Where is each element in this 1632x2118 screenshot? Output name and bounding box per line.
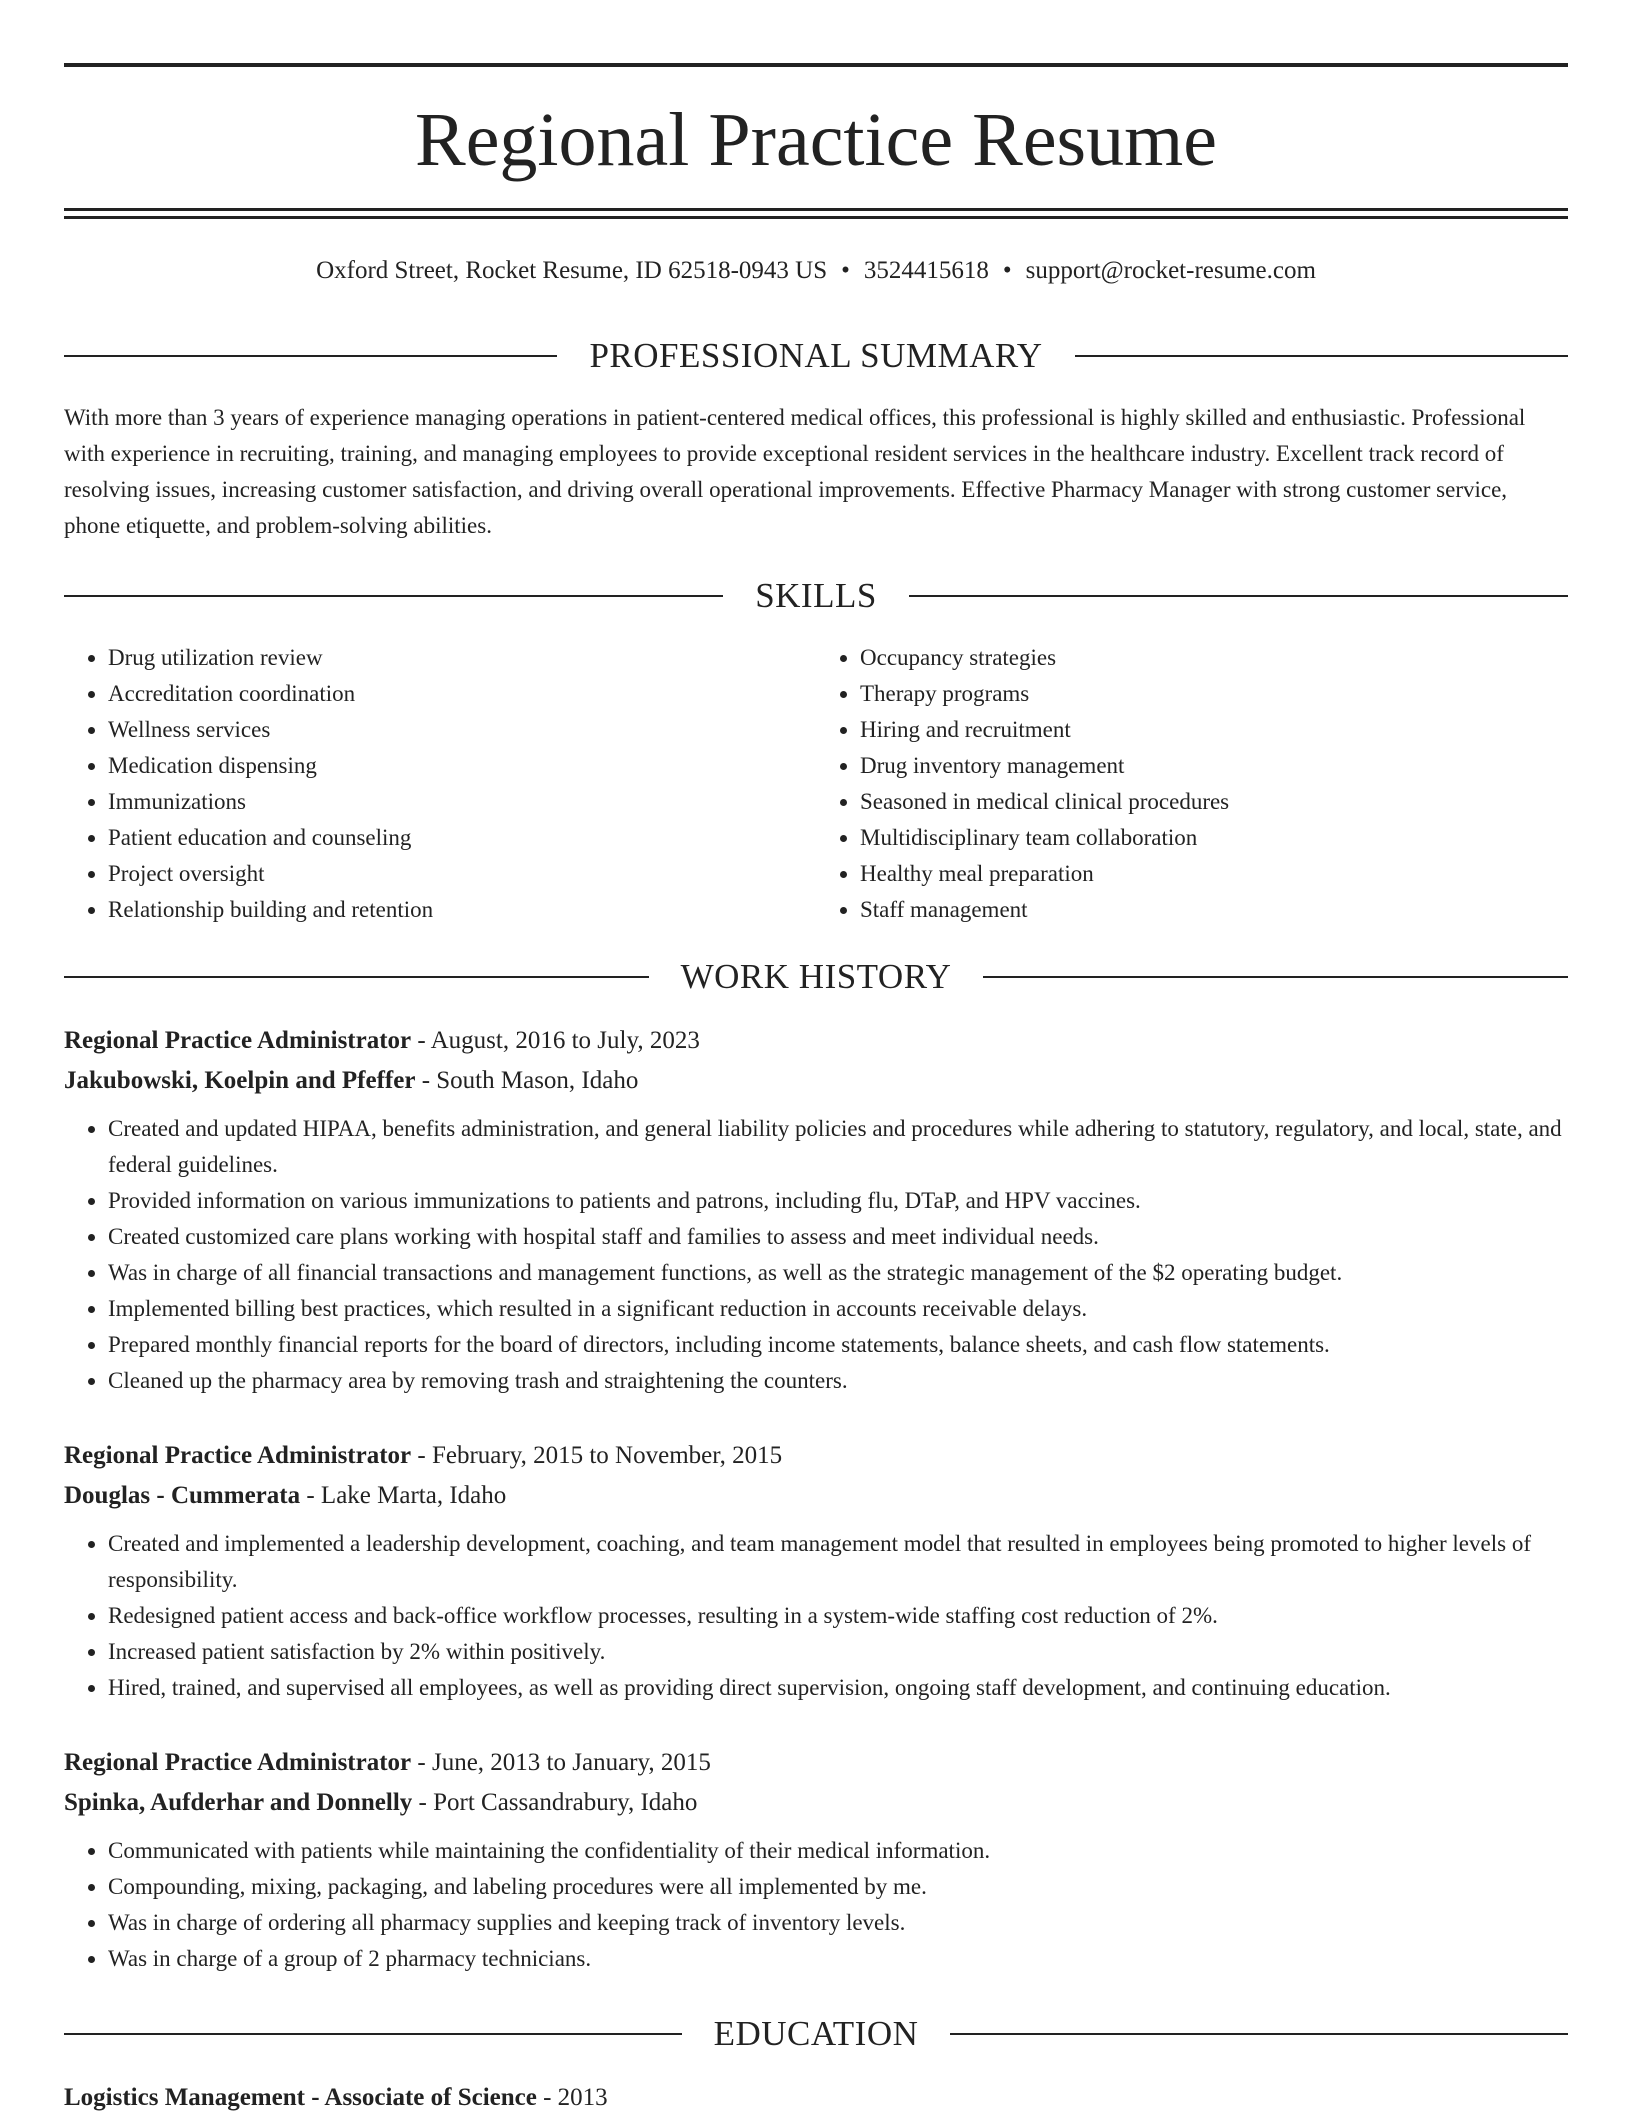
skills-column-right <box>816 640 1568 928</box>
job-dates: - June, 2013 to January, 2015 <box>411 1749 711 1776</box>
job-dates: - August, 2016 to July, 2023 <box>411 1027 700 1054</box>
skill-item: • Medication dispensing <box>108 748 816 784</box>
skill-item: • Drug utilization review <box>108 640 816 676</box>
section-title: WORK HISTORY <box>680 957 952 996</box>
divider-line <box>64 355 557 357</box>
job-bullet: • Created and implemented a leadership development, coaching, and team management model that resulted in employees being promoted to higher levels of responsibility. <box>108 1526 1568 1598</box>
job-title: Regional Practice Administrator <box>64 1749 412 1776</box>
section-title: PROFESSIONAL SUMMARY <box>589 336 1043 375</box>
skill-item: • Wellness services <box>108 712 816 748</box>
job-company-line <box>64 1783 1568 1823</box>
job-bullet: • Implemented billing best practices, which resulted in a significant reduction in accounts receivable delays. <box>108 1291 1568 1327</box>
job-bullet: • Created customized care plans working with hospital staff and families to assess and meet individual needs. <box>108 1219 1568 1255</box>
section-heading-education <box>64 2012 1568 2056</box>
summary-text: With more than 3 years of experience managing operations in patient-centered medical offices, this professional is highly skilled and enthusiastic. Professional with experience in recruiting, training, and managing employees to provide exceptional resident services in the healthcare industry. Excellent track record of resolving issues, increasing customer satisfaction, and driving overall operational improvements. Effective Pharmacy Manager with strong customer service, phone etiquette, and problem-solving abilities. <box>64 405 1526 538</box>
divider-line <box>950 2033 1568 2035</box>
skill-item: • Immunizations <box>108 784 816 820</box>
skill-item: • Multidisciplinary team collaboration <box>860 820 1568 856</box>
divider-line <box>64 2033 682 2035</box>
skill-item: • Patient education and counseling <box>108 820 816 856</box>
contact-email: support@rocket-resume.com <box>1025 257 1316 284</box>
contact-phone: 3524415618 <box>863 257 989 284</box>
divider-line <box>1075 355 1568 357</box>
job-bullet: • Redesigned patient access and back-office workflow processes, resulting in a system-wide staffing cost reduction of 2%. <box>108 1598 1568 1634</box>
skill-item: • Occupancy strategies <box>860 640 1568 676</box>
job-bullet: • Cleaned up the pharmacy area by removing trash and straightening the counters. <box>108 1363 1568 1399</box>
job-bullet: • Hired, trained, and supervised all employees, as well as providing direct supervision, ongoing staff development, and continuing education. <box>108 1670 1568 1706</box>
divider-line <box>983 976 1568 978</box>
skill-item: • Healthy meal preparation <box>860 856 1568 892</box>
divider-line <box>64 595 723 597</box>
contact-separator: • <box>841 257 850 284</box>
job-title-line <box>64 1436 1568 1476</box>
job-bullet: • Was in charge of a group of 2 pharmacy technicians. <box>108 1941 1568 1977</box>
skill-item: • Hiring and recruitment <box>860 712 1568 748</box>
job-bullet: • Was in charge of all financial transactions and management functions, as well as the strategic management of the $2 operating budget. <box>108 1255 1568 1291</box>
skill-item: • Accreditation coordination <box>108 676 816 712</box>
skill-item: • Drug inventory management <box>860 748 1568 784</box>
job-bullet: • Communicated with patients while maintaining the confidentiality of their medical information. <box>108 1833 1568 1869</box>
contact-address: Oxford Street, Rocket Resume, ID 62518-0943 US <box>316 257 828 284</box>
job-entry <box>64 1436 1568 1706</box>
job-bullet: • Increased patient satisfaction by 2% within positively. <box>108 1634 1568 1670</box>
skill-item: • Therapy programs <box>860 676 1568 712</box>
skill-item: • Staff management <box>860 892 1568 928</box>
job-bullet: • Created and updated HIPAA, benefits administration, and general liability policies and procedures while adhering to statutory, regulatory, and local, state, and federal guidelines. <box>108 1111 1568 1183</box>
section-heading-summary <box>64 334 1568 378</box>
job-location: - South Mason, Idaho <box>415 1067 639 1094</box>
job-company-line <box>64 1061 1568 1101</box>
job-title-line <box>64 1743 1568 1783</box>
education-entry <box>64 2078 608 2118</box>
job-title-line <box>64 1021 1568 1061</box>
section-heading-work <box>64 955 1568 999</box>
job-entry <box>64 1021 1568 1399</box>
job-bullet: • Compounding, mixing, packaging, and labeling procedures were all implemented by me. <box>108 1869 1568 1905</box>
resume-title: Regional Practice Resume <box>415 98 1217 182</box>
job-location: - Port Cassandrabury, Idaho <box>412 1789 698 1816</box>
job-location: - Lake Marta, Idaho <box>300 1482 507 1509</box>
skills-list <box>64 640 1568 928</box>
job-title: Regional Practice Administrator <box>64 1027 412 1054</box>
title-rule-lower <box>64 216 1568 219</box>
job-title: Regional Practice Administrator <box>64 1442 412 1469</box>
contact-separator: • <box>1002 257 1012 284</box>
job-bullets <box>64 1833 1568 1977</box>
job-dates: - February, 2015 to November, 2015 <box>411 1442 783 1469</box>
job-company: Jakubowski, Koelpin and Pfeffer <box>64 1067 416 1094</box>
job-bullet: • Was in charge of ordering all pharmacy supplies and keeping track of inventory levels. <box>108 1905 1568 1941</box>
skill-item: • Project oversight <box>108 856 816 892</box>
job-bullets <box>64 1526 1568 1706</box>
skill-item: • Seasoned in medical clinical procedures <box>860 784 1568 820</box>
job-company-line <box>64 1476 1568 1516</box>
contact-line <box>64 255 1568 287</box>
divider-line <box>909 595 1568 597</box>
title-rule-upper <box>64 208 1568 211</box>
skill-item: • Relationship building and retention <box>108 892 816 928</box>
job-entry <box>64 1743 1568 1977</box>
divider-line <box>64 976 649 978</box>
section-title: SKILLS <box>755 576 877 615</box>
job-company: Douglas - Cummerata <box>64 1482 301 1509</box>
job-company: Spinka, Aufderhar and Donnelly <box>64 1789 413 1816</box>
skills-column-left <box>64 640 816 928</box>
job-bullet: • Provided information on various immunizations to patients and patrons, including flu, DTaP, and HPV vaccines. <box>108 1183 1568 1219</box>
job-bullet: • Prepared monthly financial reports for the board of directors, including income statements, balance sheets, and cash flow statements. <box>108 1327 1568 1363</box>
section-title: EDUCATION <box>713 2014 919 2053</box>
section-heading-skills <box>64 574 1568 618</box>
education-year: - 2013 <box>536 2084 608 2111</box>
education-degree: Logistics Management - Associate of Science <box>64 2084 537 2111</box>
top-rule <box>64 63 1568 67</box>
job-bullets <box>64 1111 1568 1399</box>
